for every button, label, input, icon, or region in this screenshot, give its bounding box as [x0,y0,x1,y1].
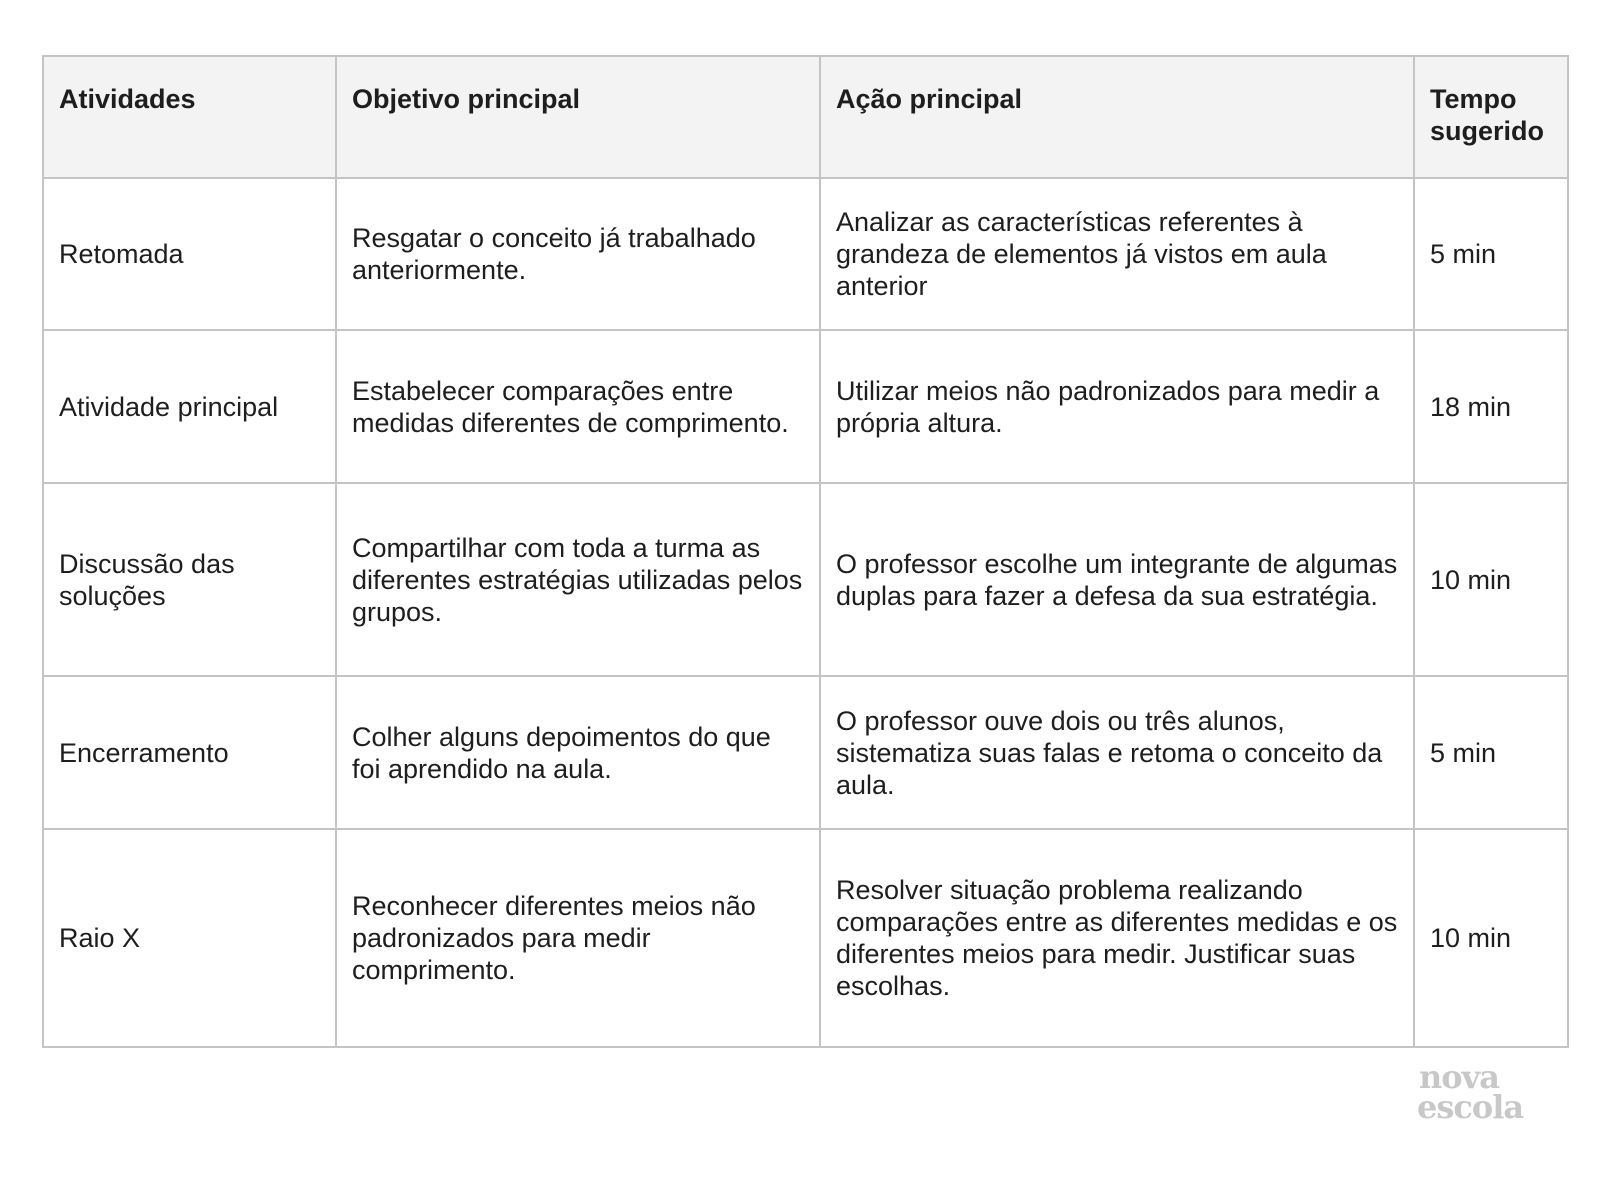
cell-tempo: 10 min [1414,483,1568,676]
cell-acao: Resolver situação problema realizando comparações entre as diferentes medidas e os diferentes meios para medir. Justificar suas escolhas. [820,829,1414,1047]
nova-escola-logo [1417,1058,1537,1126]
logo-line-escola: escola [1417,1088,1524,1126]
cell-acao: O professor escolhe um integrante de algumas duplas para fazer a defesa da sua estratégia. [820,483,1414,676]
cell-objetivo: Reconhecer diferentes meios não padronizados para medir comprimento. [336,829,820,1047]
cell-tempo: 5 min [1414,178,1568,330]
cell-atividade: Discussão das soluções [43,483,336,676]
cell-objetivo: Estabelecer comparações entre medidas diferentes de comprimento. [336,330,820,483]
table-row [43,829,1568,1047]
table-body [43,178,1568,1047]
cell-acao: Analizar as características referentes à grandeza de elementos já vistos em aula anterior [820,178,1414,330]
header-atividades: Atividades [43,56,336,178]
lesson-plan-table [42,55,1569,1048]
table-row [43,676,1568,829]
cell-tempo: 18 min [1414,330,1568,483]
cell-objetivo: Compartilhar com toda a turma as diferentes estratégias utilizadas pelos grupos. [336,483,820,676]
header-tempo-sugerido: Tempo sugerido [1414,56,1568,178]
cell-tempo: 5 min [1414,676,1568,829]
cell-acao: Utilizar meios não padronizados para medir a própria altura. [820,330,1414,483]
cell-atividade: Atividade principal [43,330,336,483]
cell-atividade: Raio X [43,829,336,1047]
header-row [43,56,1568,178]
cell-atividade: Encerramento [43,676,336,829]
cell-tempo: 10 min [1414,829,1568,1047]
table-row [43,330,1568,483]
cell-acao: O professor ouve dois ou três alunos, sistematiza suas falas e retoma o conceito da aula. [820,676,1414,829]
table-row [43,483,1568,676]
cell-atividade: Retomada [43,178,336,330]
table-header [43,56,1568,178]
logo-line-nova: nova [1419,1058,1499,1096]
header-acao-principal: Ação principal [820,56,1414,178]
cell-objetivo: Resgatar o conceito já trabalhado anteriormente. [336,178,820,330]
header-objetivo-principal: Objetivo principal [336,56,820,178]
cell-objetivo: Colher alguns depoimentos do que foi aprendido na aula. [336,676,820,829]
table-row [43,178,1568,330]
